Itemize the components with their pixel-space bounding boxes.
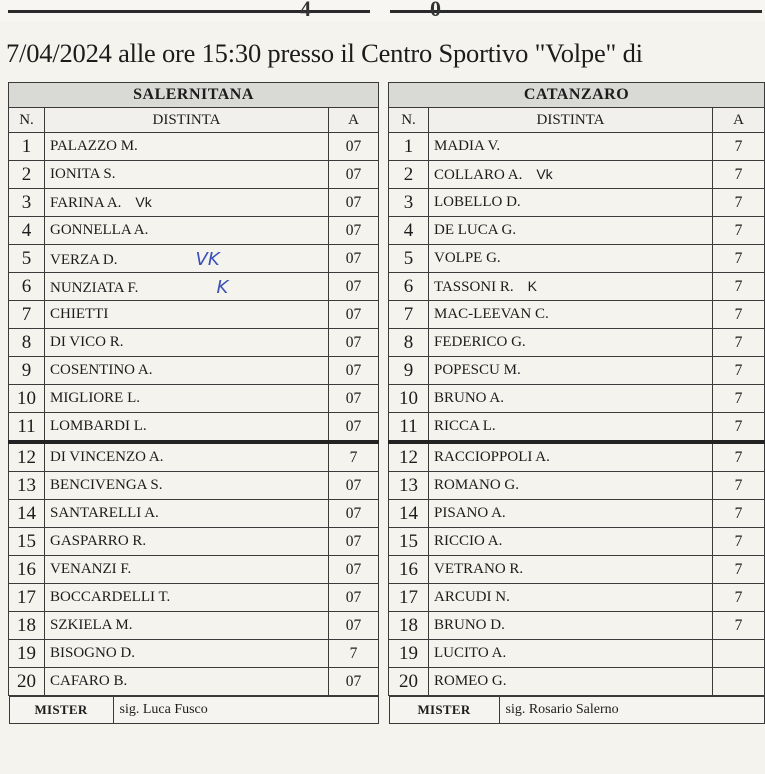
- player-name-cell: [45, 245, 329, 273]
- table-row: [9, 612, 379, 640]
- player-name-cell: [429, 329, 713, 357]
- attendance-value: 7: [713, 556, 765, 584]
- attendance-value: 07: [329, 584, 379, 612]
- table-row: [389, 528, 765, 556]
- table-row: [9, 245, 379, 273]
- player-name-cell: [429, 668, 713, 696]
- player-name: SZKIELA M.: [50, 617, 133, 633]
- player-name-cell: [429, 357, 713, 385]
- player-number: 12: [389, 442, 429, 472]
- player-name: GONNELLA A.: [50, 222, 149, 238]
- player-name: RACCIOPPOLI A.: [434, 449, 550, 465]
- attendance-value: 7: [713, 329, 765, 357]
- player-name: PISANO A.: [434, 505, 506, 521]
- player-number: 11: [389, 413, 429, 443]
- home-mister-label: MISTER: [9, 697, 113, 724]
- player-name-cell: [429, 301, 713, 329]
- player-name: DE LUCA G.: [434, 222, 517, 238]
- player-name: CHIETTI: [50, 306, 109, 322]
- player-number: 13: [389, 472, 429, 500]
- attendance-value: 7: [713, 385, 765, 413]
- attendance-value: 07: [329, 528, 379, 556]
- home-lineup-table: [8, 82, 379, 724]
- player-number: 12: [9, 442, 45, 472]
- table-row: [389, 668, 765, 696]
- player-number: 9: [9, 357, 45, 385]
- player-name: TASSONI R.: [434, 278, 514, 295]
- table-row: [389, 385, 765, 413]
- player-number: 8: [389, 329, 429, 357]
- player-number: 16: [389, 556, 429, 584]
- table-row: [389, 413, 765, 443]
- player-number: 18: [9, 612, 45, 640]
- player-name-cell: [429, 133, 713, 161]
- player-name: LOBELLO D.: [434, 194, 521, 210]
- table-row: [9, 385, 379, 413]
- score-line-left: [8, 10, 370, 13]
- player-name-cell: [429, 245, 713, 273]
- player-number: 9: [389, 357, 429, 385]
- player-number: 3: [389, 189, 429, 217]
- player-number: 1: [9, 133, 45, 161]
- player-name-cell: [45, 668, 329, 696]
- score-line-right: [390, 10, 762, 13]
- player-name: GASPARRO R.: [50, 533, 147, 549]
- player-name-cell: [45, 217, 329, 245]
- table-row: [389, 556, 765, 584]
- attendance-value: 07: [329, 612, 379, 640]
- player-name: LUCITO A.: [434, 645, 507, 661]
- player-name-cell: [45, 528, 329, 556]
- player-number: 11: [9, 413, 45, 443]
- attendance-value: 7: [713, 584, 765, 612]
- player-name: SANTARELLI A.: [50, 505, 159, 521]
- player-name: RICCIO A.: [434, 533, 503, 549]
- player-number: 7: [389, 301, 429, 329]
- player-name-cell: [429, 413, 713, 443]
- table-row: [9, 528, 379, 556]
- player-name: VENANZI F.: [50, 561, 132, 577]
- attendance-value: [713, 668, 765, 696]
- table-row: [9, 133, 379, 161]
- attendance-value: 7: [713, 133, 765, 161]
- table-row: [9, 584, 379, 612]
- table-row: [9, 217, 379, 245]
- player-number: 2: [9, 161, 45, 189]
- attendance-value: 7: [713, 245, 765, 273]
- attendance-value: 07: [329, 245, 379, 273]
- attendance-value: 7: [713, 273, 765, 301]
- player-name-cell: [429, 273, 713, 301]
- player-name-cell: [429, 500, 713, 528]
- table-row: [389, 612, 765, 640]
- player-number: 5: [389, 245, 429, 273]
- table-row: [9, 329, 379, 357]
- player-number: 19: [9, 640, 45, 668]
- away-team-name: CATANZARO: [389, 83, 765, 108]
- col-number-header: N.: [9, 108, 45, 133]
- table-row: [389, 217, 765, 245]
- attendance-value: 07: [329, 329, 379, 357]
- player-name-cell: [429, 556, 713, 584]
- player-name-cell: [429, 472, 713, 500]
- player-name-cell: [429, 528, 713, 556]
- captain-mark: Vk: [536, 165, 553, 182]
- table-row: [9, 640, 379, 668]
- table-row: [389, 500, 765, 528]
- table-row: [9, 357, 379, 385]
- player-name: CAFARO B.: [50, 673, 128, 689]
- player-name: MIGLIORE L.: [50, 390, 140, 406]
- player-name: VETRANO R.: [434, 561, 524, 577]
- away-player-rows: [389, 133, 765, 696]
- player-number: 19: [389, 640, 429, 668]
- player-number: 4: [389, 217, 429, 245]
- player-name-cell: [45, 385, 329, 413]
- table-row: [9, 472, 379, 500]
- attendance-value: 07: [329, 273, 379, 301]
- attendance-value: 7: [713, 161, 765, 189]
- col-number-header: N.: [389, 108, 429, 133]
- player-number: 10: [389, 385, 429, 413]
- away-mister-name: sig. Rosario Salerno: [499, 697, 764, 724]
- table-row: [389, 161, 765, 189]
- attendance-value: 7: [713, 500, 765, 528]
- score-home: 4: [300, 0, 311, 21]
- player-name-cell: [45, 472, 329, 500]
- table-row: [389, 189, 765, 217]
- player-number: 3: [9, 189, 45, 217]
- player-number: 15: [9, 528, 45, 556]
- player-name-cell: [429, 161, 713, 189]
- player-number: 6: [9, 273, 45, 301]
- player-name: NUNZIATA F.: [50, 280, 139, 296]
- attendance-value: 7: [713, 528, 765, 556]
- table-row: [389, 245, 765, 273]
- player-name: VERZA D.: [50, 252, 118, 268]
- attendance-value: 7: [329, 442, 379, 472]
- player-name-cell: [429, 189, 713, 217]
- player-name: BRUNO D.: [434, 617, 505, 633]
- player-name-cell: [45, 301, 329, 329]
- player-name: ROMANO G.: [434, 477, 520, 493]
- captain-mark: VK: [195, 249, 220, 270]
- player-name-cell: [45, 442, 329, 472]
- player-name: FARINA A.: [50, 194, 122, 211]
- attendance-value: 7: [713, 612, 765, 640]
- attendance-value: 07: [329, 301, 379, 329]
- player-name-cell: [45, 133, 329, 161]
- attendance-value: 07: [329, 385, 379, 413]
- attendance-value: 7: [713, 301, 765, 329]
- player-number: 1: [389, 133, 429, 161]
- table-row: [389, 301, 765, 329]
- player-number: 15: [389, 528, 429, 556]
- player-name: MAC-LEEVAN C.: [434, 306, 549, 322]
- player-name-cell: [429, 640, 713, 668]
- player-number: 18: [389, 612, 429, 640]
- player-name-cell: [429, 217, 713, 245]
- attendance-value: 07: [329, 133, 379, 161]
- attendance-value: 07: [329, 668, 379, 696]
- table-row: [9, 273, 379, 301]
- player-number: 7: [9, 301, 45, 329]
- table-row: [389, 584, 765, 612]
- player-name-cell: [45, 556, 329, 584]
- col-list-header: DISTINTA: [429, 108, 713, 133]
- player-number: 20: [389, 668, 429, 696]
- table-row: [9, 556, 379, 584]
- captain-mark: K: [216, 277, 229, 298]
- player-number: 8: [9, 329, 45, 357]
- col-att-header: A: [329, 108, 379, 133]
- player-number: 10: [9, 385, 45, 413]
- table-row: [389, 472, 765, 500]
- player-name: ROMEO G.: [434, 673, 507, 689]
- home-player-rows: [9, 133, 379, 696]
- table-row: [9, 442, 379, 472]
- player-number: 20: [9, 668, 45, 696]
- player-name-cell: [45, 357, 329, 385]
- home-team-name: SALERNITANA: [9, 83, 379, 108]
- player-name: BISOGNO D.: [50, 645, 136, 661]
- player-name: DI VINCENZO A.: [50, 449, 164, 465]
- table-row: [9, 189, 379, 217]
- player-name-cell: [45, 161, 329, 189]
- attendance-value: 7: [713, 472, 765, 500]
- player-number: 14: [389, 500, 429, 528]
- away-lineup-table: [388, 82, 765, 724]
- away-mister-label: MISTER: [389, 697, 499, 724]
- attendance-value: 07: [329, 472, 379, 500]
- player-name: VOLPE G.: [434, 250, 501, 266]
- player-name: BENCIVENGA S.: [50, 477, 163, 493]
- player-number: 5: [9, 245, 45, 273]
- captain-mark: Vk: [135, 193, 152, 210]
- player-name-cell: [45, 189, 329, 217]
- attendance-value: 7: [713, 413, 765, 443]
- player-name: RICCA L.: [434, 418, 496, 434]
- player-name-cell: [429, 612, 713, 640]
- player-name-cell: [45, 612, 329, 640]
- player-number: 16: [9, 556, 45, 584]
- match-info-line: 7/04/2024 alle ore 15:30 presso il Centro Sportivo "Volpe" di: [6, 38, 643, 68]
- table-row: [389, 442, 765, 472]
- player-name: POPESCU M.: [434, 362, 521, 378]
- table-row: [9, 301, 379, 329]
- score-away: 0: [430, 0, 441, 21]
- attendance-value: 7: [329, 640, 379, 668]
- table-row: [389, 329, 765, 357]
- table-row: [9, 668, 379, 696]
- attendance-value: 7: [713, 217, 765, 245]
- player-number: 2: [389, 161, 429, 189]
- col-att-header: A: [713, 108, 765, 133]
- player-name-cell: [429, 385, 713, 413]
- attendance-value: 07: [329, 189, 379, 217]
- table-row: [389, 640, 765, 668]
- player-name: DI VICO R.: [50, 334, 124, 350]
- attendance-value: 07: [329, 217, 379, 245]
- home-mister-name: sig. Luca Fusco: [113, 697, 378, 724]
- player-name: BOCCARDELLI T.: [50, 589, 171, 605]
- player-name: LOMBARDI L.: [50, 418, 147, 434]
- col-list-header: DISTINTA: [45, 108, 329, 133]
- player-name: MADIA V.: [434, 138, 501, 154]
- player-name: PALAZZO M.: [50, 138, 138, 154]
- attendance-value: 07: [329, 357, 379, 385]
- top-band: [0, 0, 765, 22]
- player-number: 6: [389, 273, 429, 301]
- attendance-value: 07: [329, 556, 379, 584]
- player-name: ARCUDI N.: [434, 589, 510, 605]
- player-name-cell: [429, 442, 713, 472]
- attendance-value: 07: [329, 500, 379, 528]
- player-name-cell: [45, 413, 329, 443]
- player-number: 13: [9, 472, 45, 500]
- player-name: COSENTINO A.: [50, 362, 153, 378]
- attendance-value: 07: [329, 413, 379, 443]
- table-row: [389, 133, 765, 161]
- table-row: [9, 413, 379, 443]
- player-number: 4: [9, 217, 45, 245]
- player-name-cell: [45, 640, 329, 668]
- attendance-value: 07: [329, 161, 379, 189]
- table-row: [389, 273, 765, 301]
- table-row: [389, 357, 765, 385]
- attendance-value: 7: [713, 189, 765, 217]
- player-number: 14: [9, 500, 45, 528]
- player-name-cell: [45, 584, 329, 612]
- player-name-cell: [45, 500, 329, 528]
- captain-mark: K: [527, 277, 537, 294]
- player-name: FEDERICO G.: [434, 334, 526, 350]
- player-number: 17: [9, 584, 45, 612]
- player-name-cell: [45, 329, 329, 357]
- player-number: 17: [389, 584, 429, 612]
- player-name: BRUNO A.: [434, 390, 505, 406]
- table-row: [9, 500, 379, 528]
- attendance-value: 7: [713, 442, 765, 472]
- player-name: COLLARO A.: [434, 166, 523, 183]
- player-name-cell: [429, 584, 713, 612]
- player-name-cell: [45, 273, 329, 301]
- attendance-value: [713, 640, 765, 668]
- attendance-value: 7: [713, 357, 765, 385]
- table-row: [9, 161, 379, 189]
- player-name: IONITA S.: [50, 166, 116, 182]
